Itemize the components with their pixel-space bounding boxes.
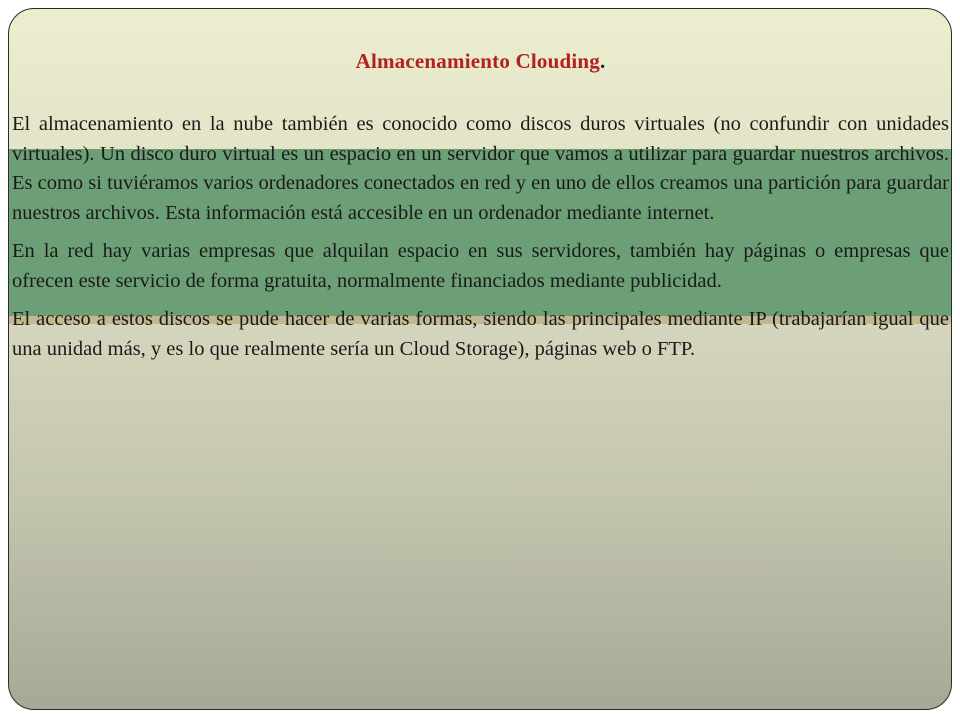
paragraph-1: El almacenamiento en la nube también es conocido como discos duros virtuales (no confundir con unidades virtuales). Un disco duro virtual es un espacio en un servidor que vamos a utilizar para guardar nuestros archivos. Es como si tuviéramos varios ordenadores conectados en red y en uno de ellos creamos una partición para guardar nuestros archivos. Esta información está accesible en un ordenador mediante internet. xyxy=(12,113,949,224)
paragraph-3: El acceso a estos discos se pude hacer de varias formas, siendo las principales mediante IP (trabajarían igual que una unidad más, y es lo que realmente sería un Cloud Storage), páginas web o FTP. xyxy=(12,308,949,360)
slide-title-text: Almacenamiento Clouding xyxy=(355,49,600,73)
paragraph-2: En la red hay varias empresas que alquilan espacio en sus servidores, también hay páginas o empresas que ofrecen este servicio de forma gratuita, normalmente financiados mediante publicidad. xyxy=(12,240,949,292)
slide-content xyxy=(9,9,952,373)
slide-title-period: . xyxy=(599,49,606,73)
slide-frame xyxy=(8,8,952,710)
slide-title xyxy=(12,49,949,74)
